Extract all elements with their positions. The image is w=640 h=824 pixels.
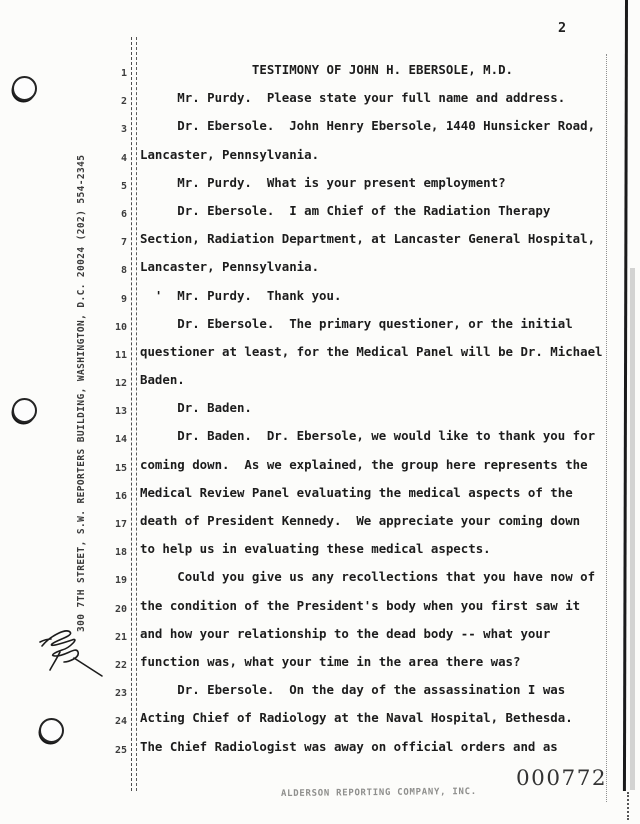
line-text: Mr. Purdy. What is your present employment? <box>140 174 506 190</box>
line-text: Medical Review Panel evaluating the medical aspects of the <box>140 484 573 500</box>
line-text: TESTIMONY OF JOHN H. EBERSOLE, M.D. <box>140 62 513 77</box>
line-number: 8 <box>120 265 127 277</box>
transcript-line <box>0 620 640 648</box>
transcript-line <box>0 479 640 507</box>
transcript-line <box>0 141 640 169</box>
transcript-line <box>0 112 640 140</box>
line-number: 10 <box>114 321 127 333</box>
line-text: ' Mr. Purdy. Thank you. <box>140 287 342 303</box>
line-number: 9 <box>120 293 127 305</box>
reporting-company-footer: ALDERSON REPORTING COMPANY, INC. <box>280 786 477 800</box>
page-edge-dots <box>627 792 629 820</box>
line-text: function was, what your time in the area there was? <box>140 653 521 669</box>
transcript-line <box>0 535 640 563</box>
line-text: Dr. Baden. <box>140 400 252 416</box>
line-number: 15 <box>114 462 127 474</box>
line-text: The Chief Radiologist was away on official orders and as <box>140 738 558 754</box>
line-number: 17 <box>114 519 127 530</box>
line-text: death of President Kennedy. We appreciate your coming down <box>140 513 581 528</box>
line-number: 2 <box>120 96 127 108</box>
line-text: Mr. Purdy. Please state your full name and address. <box>140 90 566 106</box>
line-text: coming down. As we explained, the group here represents the <box>140 456 588 472</box>
transcript-line <box>0 338 640 366</box>
transcript-line <box>0 282 640 310</box>
line-text: to help us in evaluating these medical aspects. <box>140 541 491 557</box>
line-number: 7 <box>120 237 127 249</box>
transcript-line <box>0 225 640 253</box>
line-number: 12 <box>114 378 127 390</box>
line-number: 22 <box>114 659 127 671</box>
line-text: Dr. Ebersole. On the day of the assassination I was <box>140 682 566 698</box>
transcript-line <box>0 451 640 479</box>
line-number: 25 <box>114 744 127 756</box>
transcript-line <box>0 648 640 676</box>
line-number: 1 <box>120 68 127 79</box>
line-number: 16 <box>114 490 127 502</box>
line-number: 4 <box>120 152 127 164</box>
line-number: 19 <box>114 575 127 587</box>
transcript-line <box>0 56 640 84</box>
line-text: Could you give us any recollections that you have now of <box>140 569 596 585</box>
line-text: Dr. Ebersole. John Henry Ebersole, 1440 Hunsicker Road, <box>140 118 596 134</box>
transcript-line <box>0 676 640 704</box>
line-number: 3 <box>120 124 127 136</box>
line-text: questioner at least, for the Medical Panel will be Dr. Michael <box>140 343 603 359</box>
line-text: Section, Radiation Department, at Lancaster General Hospital, <box>140 231 596 247</box>
line-number: 24 <box>114 716 127 728</box>
line-number: 5 <box>120 180 127 192</box>
line-text: Lancaster, Pennsylvania. <box>140 146 320 162</box>
transcript-line <box>0 422 640 450</box>
line-number: 20 <box>114 603 127 615</box>
transcript-line <box>0 310 640 338</box>
stamp-number: 000772 <box>516 766 608 791</box>
line-number: 13 <box>114 406 127 418</box>
line-number: 23 <box>114 688 127 700</box>
line-text: Acting Chief of Radiology at the Naval Hospital, Bethesda. <box>140 710 573 726</box>
transcript-body <box>0 56 640 761</box>
line-text: Dr. Ebersole. The primary questioner, or the initial <box>140 315 573 331</box>
transcript-line <box>0 366 640 394</box>
transcript-line <box>0 169 640 197</box>
line-text: the condition of the President's body when you first saw it <box>140 597 581 613</box>
line-text: Baden. <box>140 372 185 388</box>
line-text: Dr. Baden. Dr. Ebersole, we would like to thank you for <box>140 428 596 444</box>
line-text: Lancaster, Pennsylvania. <box>140 259 320 275</box>
transcript-line <box>0 253 640 281</box>
transcript-line <box>0 394 640 422</box>
line-text: and how your relationship to the dead body -- what your <box>140 625 551 641</box>
transcript-line <box>0 507 640 535</box>
transcript-line <box>0 563 640 591</box>
line-number: 14 <box>114 434 127 446</box>
line-number: 11 <box>114 349 127 361</box>
transcript-line <box>0 733 640 761</box>
line-number: 21 <box>114 631 127 643</box>
reporter-address-vertical: 300 7TH STREET, S.W. REPORTERS BUILDING, WASHINGTON, D.C. 20024 (202) 554-2345 <box>76 154 87 632</box>
line-number: 6 <box>120 208 127 220</box>
line-text: Dr. Ebersole. I am Chief of the Radiation Therapy <box>140 202 551 218</box>
transcript-line <box>0 704 640 732</box>
transcript-line <box>0 84 640 112</box>
transcript-line <box>0 592 640 620</box>
line-number: 18 <box>114 547 127 559</box>
page-number: 2 <box>558 20 568 36</box>
transcript-line <box>0 197 640 225</box>
